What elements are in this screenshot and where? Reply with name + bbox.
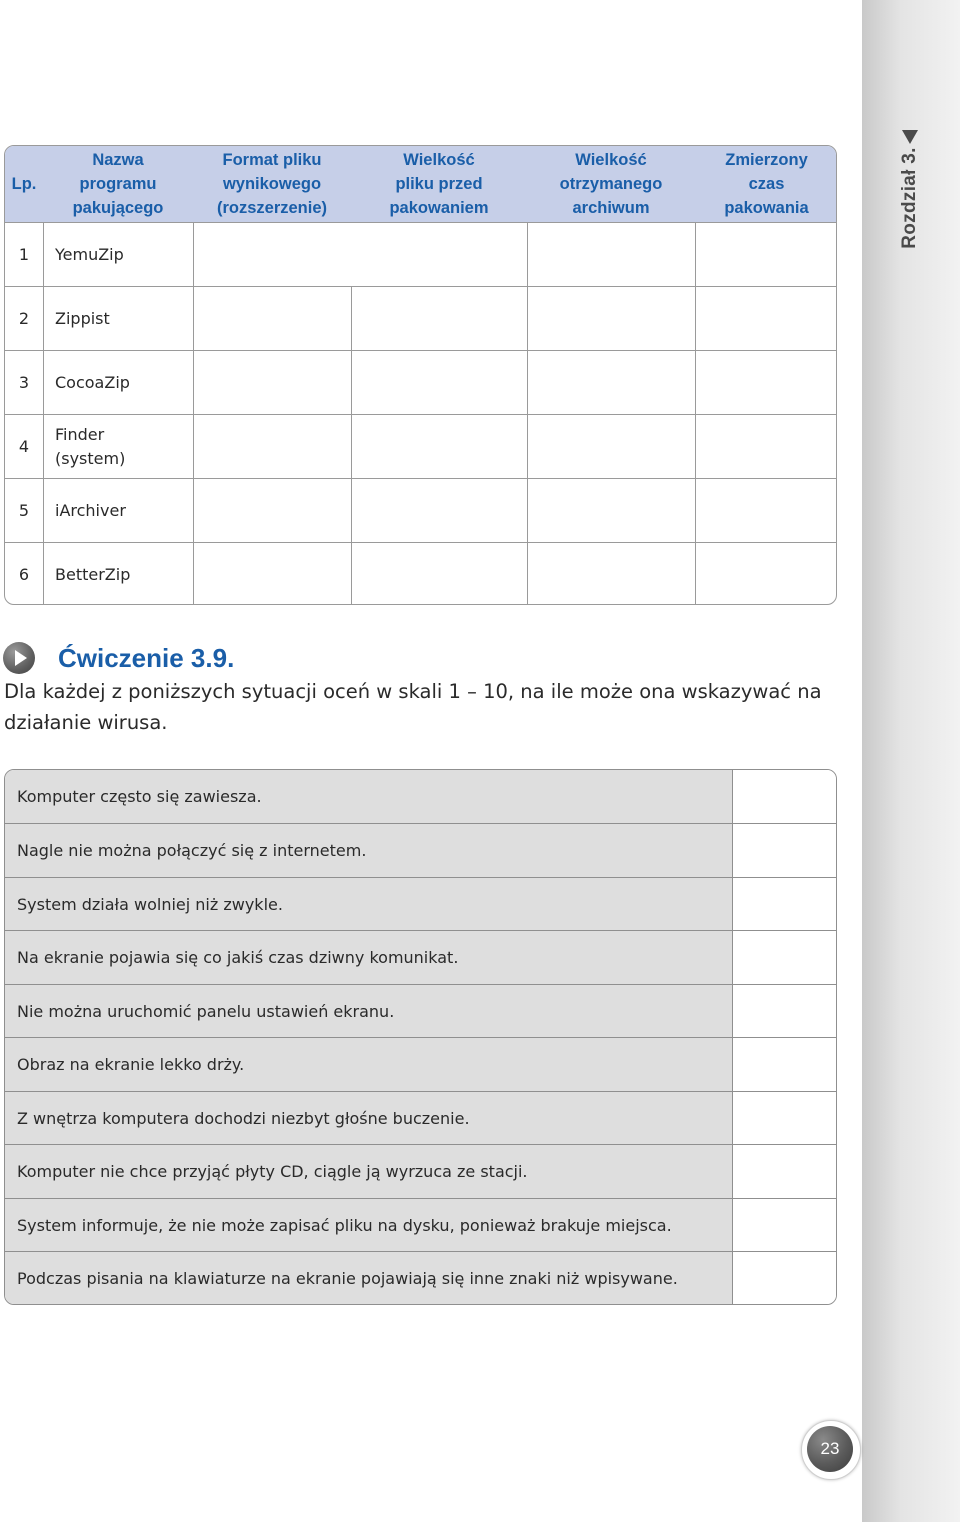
row-number: 4 [18,437,30,456]
header-lp: Lp. [11,175,37,193]
rating-cell[interactable] [732,1199,837,1252]
table-row [5,286,837,350]
row-number: 2 [18,309,30,328]
exercise-play-icon [3,642,35,674]
exercise-description: Dla każdej z poniższych sytuacji oceń w skali 1 – 10, na ile może ona wskazywać na działanie wirusa. [4,680,822,734]
rating-cell[interactable] [732,985,837,1038]
situation-label: Komputer nie chce przyjąć płyty CD, ciągle ją wyrzuca ze stacji. [5,1145,732,1198]
rating-row [5,1252,837,1305]
rating-cell[interactable] [732,878,837,931]
virus-rating-table [4,769,837,1305]
program-name: YemuZip [55,244,124,264]
page-number: 23 [807,1426,853,1472]
rating-row [5,770,837,824]
column-divider [527,222,528,605]
column-divider [193,222,194,605]
table-row [5,478,837,542]
situation-label: Obraz na ekranie lekko drży. [5,1038,732,1091]
program-name: Finder (system) [55,424,126,468]
header-packing-time: Zmierzony czas pakowania [724,151,809,217]
table-row [5,350,837,414]
situation-label: Podczas pisania na klawiaturze na ekranie pojawiają się inne znaki niż wpisywane. [5,1252,732,1305]
row-number: 1 [18,245,30,264]
rating-row [5,931,837,985]
table-header [5,146,837,222]
rating-row [5,985,837,1039]
chapter-marker-icon [902,130,918,144]
column-divider [351,286,352,605]
situation-label: System działa wolniej niż zwykle. [5,878,732,931]
situation-label: Nie można uruchomić panelu ustawień ekranu. [5,985,732,1038]
situation-label: Na ekranie pojawia się co jakiś czas dziwny komunikat. [5,931,732,984]
rating-cell[interactable] [732,1038,837,1091]
table-row [5,222,837,286]
rating-cell[interactable] [732,931,837,984]
rating-row [5,1038,837,1092]
header-output-format: Format pliku wynikowego (rozszerzenie) [216,151,328,217]
column-divider [43,222,44,605]
row-number: 6 [18,565,30,584]
rating-cell[interactable] [732,1092,837,1145]
header-size-before: Wielkość pliku przed pakowaniem [389,151,489,217]
table-row [5,414,837,478]
rating-row [5,1092,837,1146]
situation-label: Komputer często się zawiesza. [5,770,732,823]
row-number: 3 [18,373,30,392]
rating-row [5,1145,837,1199]
rating-row [5,824,837,878]
program-name: BetterZip [55,564,131,584]
rating-row [5,878,837,932]
rating-row [5,1199,837,1253]
program-name: CocoaZip [55,372,130,392]
rating-cell[interactable] [732,770,837,823]
rating-cell[interactable] [732,824,837,877]
header-archive-size: Wielkość otrzymanego archiwum [559,151,663,217]
rating-cell[interactable] [732,1252,837,1305]
column-divider [695,222,696,605]
program-name: iArchiver [55,500,126,520]
rating-cell[interactable] [732,1145,837,1198]
row-number: 5 [18,501,30,520]
header-program-name: Nazwa programu pakującego [72,151,164,217]
situation-label: System informuje, że nie może zapisać pliku na dysku, ponieważ brakuje miejsca. [5,1199,732,1252]
situation-label: Nagle nie można połączyć się z internetem. [5,824,732,877]
program-name: Zippist [55,308,110,328]
situation-label: Z wnętrza komputera dochodzi niezbyt głośne buczenie. [5,1092,732,1145]
table-row [5,542,837,605]
compression-table [4,145,837,605]
chapter-label: Rozdział 3. [899,147,920,249]
exercise-title: Ćwiczenie 3.9. [58,643,235,673]
